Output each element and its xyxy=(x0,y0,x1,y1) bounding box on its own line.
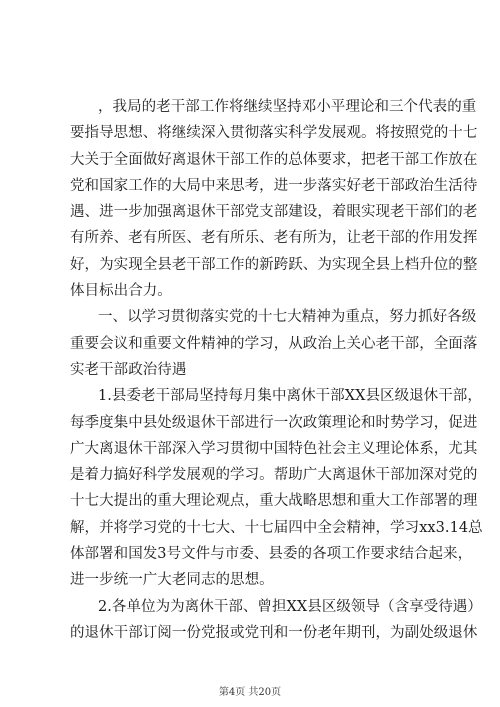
paragraph-3-line-7: 体部署和国发3号文件与市委、县委的各项工作要求结合起来， xyxy=(70,546,473,563)
paragraph-1-line-8: 体目标出合力。 xyxy=(70,283,172,300)
paragraph-2-line-3: 实老干部政治待遇 xyxy=(70,361,187,378)
paragraph-3-line-8: 进一步统一广大老同志的思想。 xyxy=(70,572,274,589)
paragraph-3-line-5: 十七大提出的重大理论观点，重大战略思想和重大工作部署的理 xyxy=(70,493,478,510)
paragraph-1-line-6: 有所养、老有所医、老有所乐、老有所为，让老干部的作用发挥 xyxy=(70,230,478,247)
document-body xyxy=(70,94,483,646)
paragraph-3-line-3: 广大离退休干部深入学习贯彻中国特色社会主义理论体系，尤其 xyxy=(70,440,478,457)
paragraph-1-line-7: 好，为实现全县老干部工作的新跨跃、为实现全县上档升位的整 xyxy=(70,256,478,273)
paragraph-3-line-2: 每季度集中县处级退休干部进行一次政策理论和时势学习，促进 xyxy=(70,414,478,431)
paragraph-1-line-2: 要指导思想、将继续深入贯彻落实科学发展观。将按照党的十七 xyxy=(70,125,478,142)
paragraph-1-line-5: 遇、进一步加强离退休干部党支部建设，着眼实现老干部们的老 xyxy=(70,204,478,221)
paragraph-3-line-1: 1.县委老干部局坚持每月集中离休干部XX县区级退休干部， xyxy=(98,388,482,405)
paragraph-4-line-2: 的退休干部订阅一份党报或党刊和一份老年期刊，为副处级退休 xyxy=(70,624,478,641)
paragraph-1-line-3: 大关于全面做好离退休干部工作的总体要求，把老干部工作放在 xyxy=(70,151,478,168)
paragraph-3-line-6: 解，并将学习党的十七大、十七届四中全会精神，学习xx3.14总 xyxy=(70,519,483,536)
paragraph-1-line-4: 党和国家工作的大局中来思考，进一步落实好老干部政治生活待 xyxy=(70,177,478,194)
page-footer: 第4页 共20页 xyxy=(218,687,282,698)
paragraph-2-line-1: 一、以学习贯彻落实党的十七大精神为重点，努力抓好各级 xyxy=(98,309,477,326)
paragraph-4-line-1: 2.各单位为为离休干部、曾担XX县区级领导（含享受待遇） xyxy=(98,598,482,615)
paragraph-1-line-1: ，我局的老干部工作将继续坚持邓小平理论和三个代表的重 xyxy=(98,99,477,115)
paragraph-2-line-2: 重要会议和重要文件精神的学习，从政治上关心老干部，全面落 xyxy=(70,335,478,352)
paragraph-3-line-4: 是着力搞好科学发展观的学习。帮助广大离退休干部加深对党的 xyxy=(70,467,478,484)
